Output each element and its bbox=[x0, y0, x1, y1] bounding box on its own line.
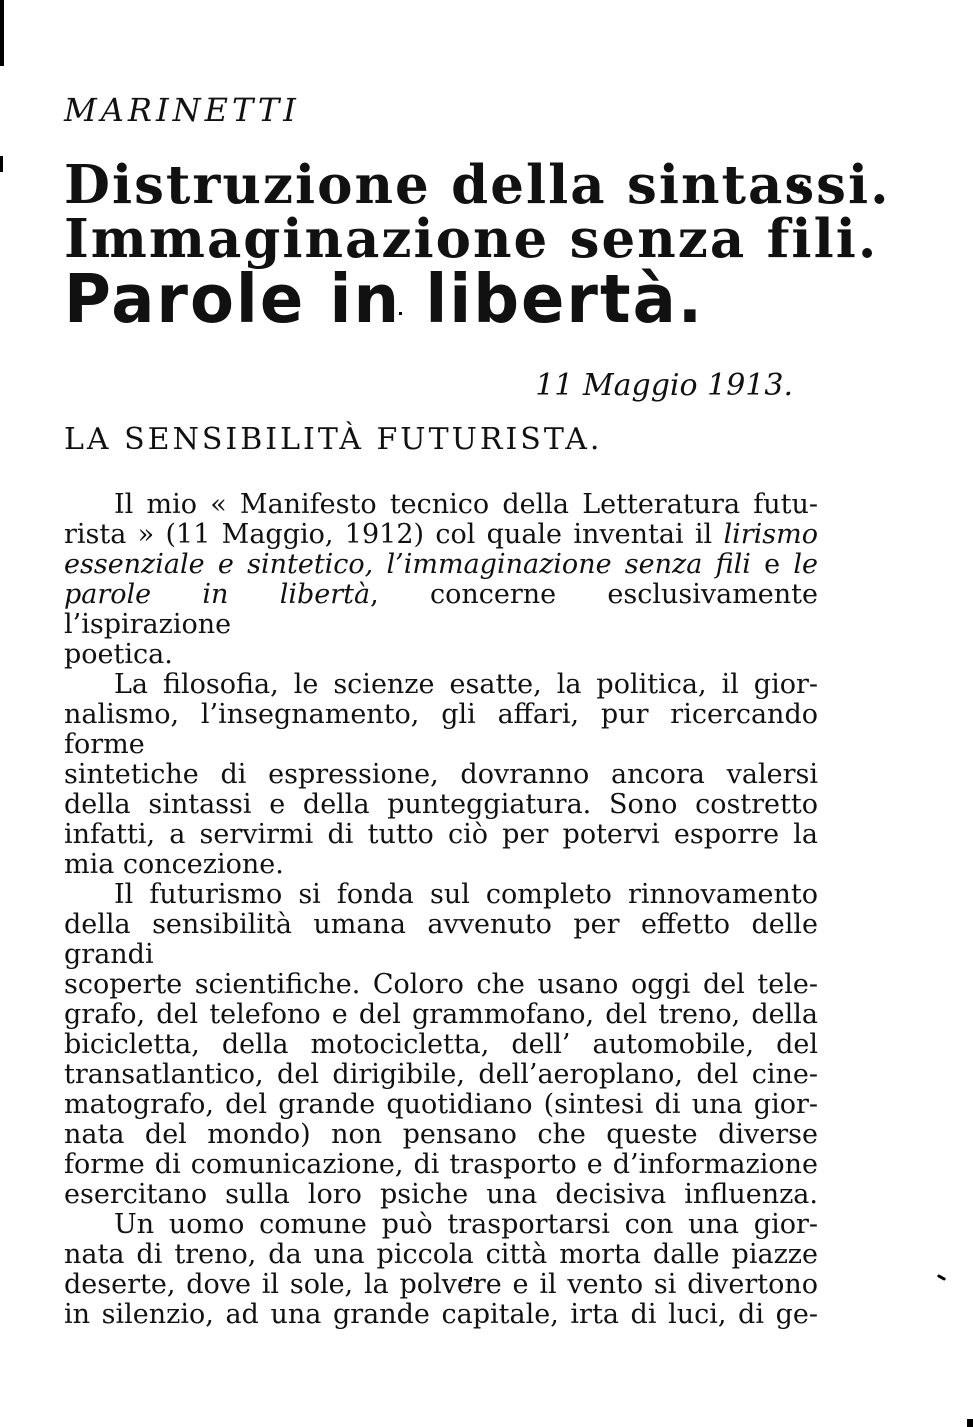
text-line: sintetiche di espressione, dovranno ancora valersi bbox=[64, 759, 818, 790]
text-line: La filosofia, le scienze esatte, la politica, il gior- bbox=[114, 669, 818, 700]
text-line: nalismo, l’insegnamento, gli affari, pur ricercando forme bbox=[64, 699, 818, 760]
title-line-1: Distruzione della sintassi. bbox=[64, 154, 891, 216]
paragraph bbox=[64, 490, 818, 670]
scan-edge-artifact bbox=[0, 156, 3, 172]
text-line: Il mio « Manifesto tecnico della Letteratura futu- bbox=[114, 489, 818, 520]
title-line-2: Immaginazione senza fili. bbox=[64, 208, 879, 270]
scan-edge-artifact bbox=[0, 0, 4, 66]
text-line: parole in libertà, concerne esclusivamente l’ispirazione bbox=[64, 579, 818, 640]
page-title bbox=[64, 154, 891, 270]
text-line: in silenzio, ad una grande capitale, irta di luci, di ge- bbox=[64, 1299, 818, 1330]
text-line: essenziale e sintetico, l’immaginazione senza fili e le bbox=[64, 549, 818, 580]
paragraph bbox=[64, 1210, 818, 1330]
text-line: mia concezione. bbox=[64, 849, 284, 880]
text-line: poetica. bbox=[64, 639, 173, 670]
text-line: forme di comunicazione, di trasporto e d’informazione bbox=[64, 1149, 818, 1180]
page-content bbox=[64, 0, 891, 1330]
title-line-3: Parole in libertà. bbox=[64, 261, 705, 339]
text-line: infatti, a servirmi di tutto ciò per potervi esporre la bbox=[64, 819, 818, 850]
section-heading: LA SENSIBILITÀ FUTURISTA. bbox=[64, 422, 603, 457]
dateline: 11 Maggio 1913. bbox=[535, 368, 793, 403]
scan-speck bbox=[937, 1274, 946, 1281]
scan-speck bbox=[967, 1419, 973, 1427]
text-line: della sintassi e della punteggiatura. Sono costretto bbox=[64, 789, 818, 820]
body-text bbox=[64, 490, 818, 1330]
text-line: rista » (11 Maggio, 1912) col quale inventai il lirismo bbox=[64, 519, 818, 550]
text-line: bicicletta, della motocicletta, dell’ automobile, del bbox=[64, 1029, 818, 1060]
text-line: esercitano sulla loro psiche una decisiva influenza. bbox=[64, 1179, 818, 1210]
paragraph bbox=[64, 880, 818, 1210]
paragraph bbox=[64, 670, 818, 880]
text-line: deserte, dove il sole, la polvere e il vento si divertono bbox=[64, 1269, 818, 1300]
text-line: scoperte scientifiche. Coloro che usano oggi del tele- bbox=[64, 969, 818, 1000]
text-line: nata di treno, da una piccola città morta dalle piazze bbox=[64, 1239, 818, 1270]
text-line: nata del mondo) non pensano che queste diverse bbox=[64, 1119, 818, 1150]
text-line: matografo, del grande quotidiano (sintesi di una gior- bbox=[64, 1089, 818, 1120]
text-line: grafo, del telefono e del grammofano, del treno, della bbox=[64, 999, 818, 1030]
text-line: della sensibilità umana avvenuto per effetto delle grandi bbox=[64, 909, 818, 970]
text-line: transatlantico, del dirigibile, dell’aeroplano, del cine- bbox=[64, 1059, 818, 1090]
text-line: Il futurismo si fonda sul completo rinnovamento bbox=[114, 879, 818, 910]
author-name: MARINETTI bbox=[64, 91, 300, 129]
text-line: Un uomo comune può trasportarsi con una gior- bbox=[114, 1209, 818, 1240]
